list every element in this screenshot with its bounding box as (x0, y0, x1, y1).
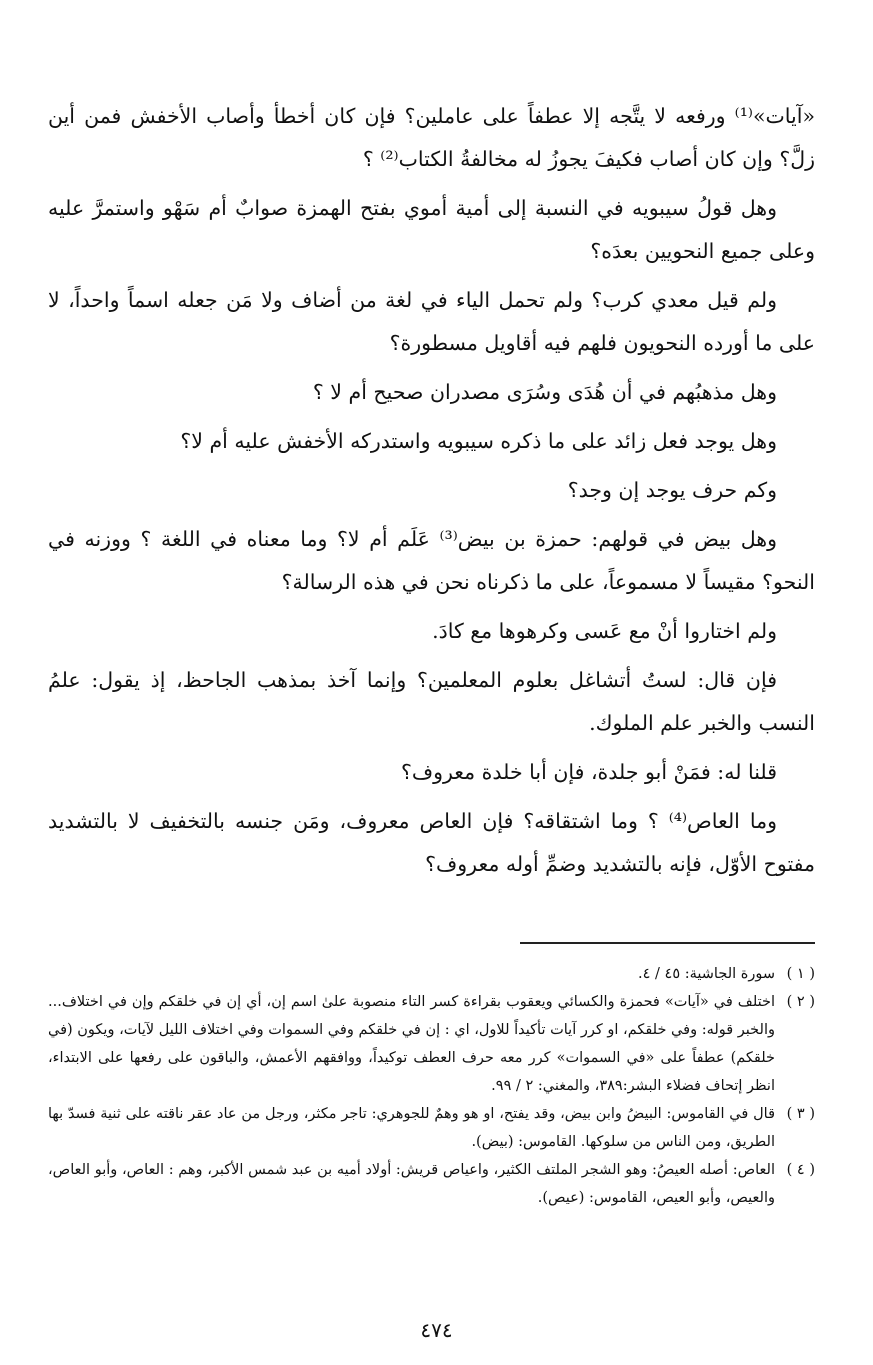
footnote-text: اختلف في «آيات» فحمزة والكسائي ويعقوب بقراءة كسر التاء منصوبة علىٰ اسم إن، أي إن في خلقكم وإن في اختلاف... والخبر قوله: وفي خلقكم، او كرر آيات تأكيداً للاول، اي : إن في خلقكم وفي السموات وفي اختلاف الليل لآيات، ويكون (في خلقكم) عطفاً على «في السموات» كرر معه حرف العطف توكيداً، ووافقهم الأعمش، والباقون على رفعها على الابتداء، انظر إتحاف فضلاء البشر:٣٨٩، والمغني: ٢ / ٩٩. (48, 994, 775, 1094)
footnote-text: سورة الجاشية: ٤٥ / ٤. (638, 966, 775, 982)
footnote-text: قال في القاموس: البيضُ وابن بيض، وقد يفتح، او هو وهمٌ للجوهري: تاجر مكثر، ورجل من عاد عقر ناقته على ثنية فسدّ بها الطريق، ومن الناس من سلوكها. القاموس: (بيض). (48, 1106, 775, 1150)
footnote (48, 960, 815, 988)
footnote (48, 988, 815, 1100)
body-paragraph: وكم حرف يوجد إن وجد؟ (567, 478, 777, 502)
footnotes (48, 960, 815, 1212)
body-paragraph: وما العاص⁽⁴⁾ ؟ وما اشتقاقه؟ فإن العاص معروف، ومَن جنسه بالتخفيف لا بالتشديد مفتوح الأوّل، فإنه بالتشديد وضمِّ أوله معروف؟ (48, 809, 815, 876)
body-paragraph: وهل بيض في قولهم: حمزة بن بيض⁽³⁾ عَلَم أم لا؟ وما معناه في اللغة ؟ ووزنه في النحو؟ مقيساً لا مسموعاً، على ما ذكرناه نحن في هذه الرسالة؟ (48, 527, 815, 594)
body-paragraph: وهل مذهبُهم في أن هُدَى وسُرَى مصدران صحيح أم لا ؟ (312, 380, 777, 404)
footnote-separator (520, 942, 815, 944)
body-paragraph: ولم قيل معدي كرب؟ ولم تحمل الياء في لغة من أضاف ولا مَن جعله اسماً واحداً، لا على ما أورده النحويون فلهم فيه أقاويل مسطورة؟ (48, 288, 815, 355)
footnote-number: ( ٢ ) (786, 994, 815, 1010)
body-paragraph: قلنا له: فمَنْ أبو جلدة، فإن أبا خلدة معروف؟ (400, 760, 777, 784)
footnote-number: ( ٤ ) (786, 1162, 815, 1178)
body-paragraph: وهل قولُ سيبويه في النسبة إلى أمية أموي بفتح الهمزة صوابٌ أم سَهْو واستمرَّ عليه وعلى جميع النحويين بعدَه؟ (48, 196, 815, 263)
body-paragraph: ولم اختاروا أنْ مع عَسى وكرهوها مع كادَ. (432, 619, 777, 643)
body-paragraph: فإن قال: لستُ أتشاغل بعلوم المعلمين؟ وإنما آخذ بمذهب الجاحظ، إذ يقول: علمُ النسب والخبر علم الملوك. (48, 668, 815, 735)
footnote (48, 1156, 815, 1212)
footnote-number: ( ٣ ) (786, 1106, 815, 1122)
footnote (48, 1100, 815, 1156)
page-number: ٤٧٤ (420, 1318, 453, 1342)
body-paragraph: وهل يوجد فعل زائد على ما ذكره سيبويه واستدركه الأخفش عليه أم لا؟ (180, 429, 777, 453)
body-paragraph: «آيات»⁽¹⁾ ورفعه لا يتَّجه إلا عطفاً على عاملين؟ فإن كان أخطأ وأصاب الأخفش فمن أين زلَّ؟ وإن كان أصاب فكيفَ يجوزُ له مخالفةُ الكتاب⁽²⁾ ؟ (48, 104, 815, 171)
footnote-number: ( ١ ) (786, 966, 815, 982)
footnote-text: العاص: أصله العيصُ: وهو الشجر الملتف الكثير، واعياص قريش: أولاد أميه بن عبد شمس الأكبر، وهم : العاص، وأبو العاص، والعيص، وأبو العيص، القاموس: (عيص). (48, 1162, 775, 1206)
